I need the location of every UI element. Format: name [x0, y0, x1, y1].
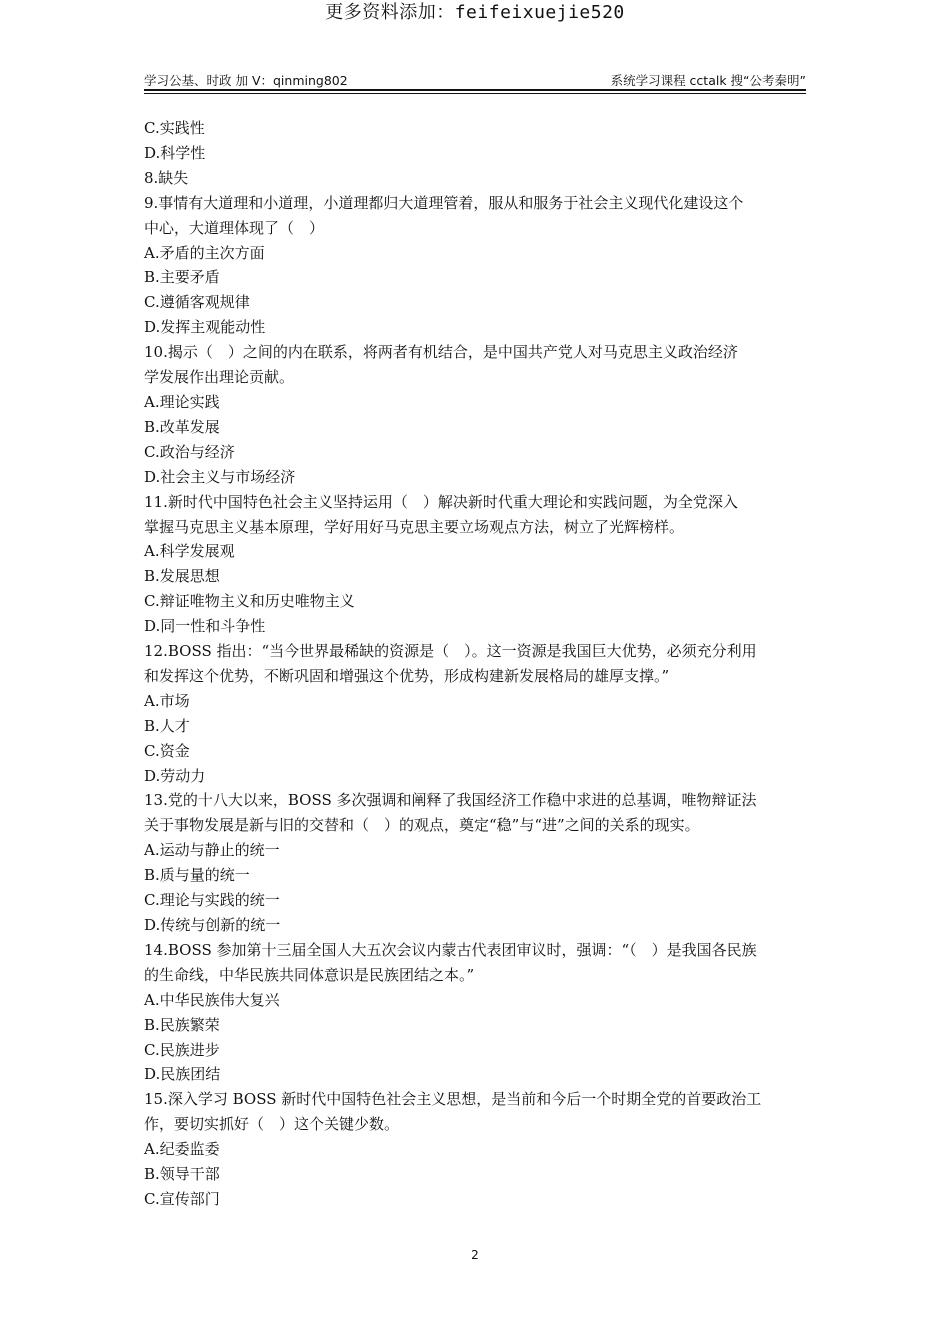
- text-line: 14.BOSS 参加第十三届全国人大五次会议内蒙古代表团审议时，强调：“（ ）是我国各民族: [144, 940, 757, 959]
- text-line: D.科学性: [144, 143, 206, 162]
- text-line: A.科学发展观: [144, 542, 235, 561]
- text-line: A.纪委监委: [144, 1140, 220, 1159]
- text-line: 9.事情有大道理和小道理，小道理都归大道理管着，服从和服务于社会主义现代化建设这个: [144, 193, 744, 212]
- text-line: 12.BOSS 指出：“当今世界最稀缺的资源是（ ）。这一资源是我国巨大优势，必须充分利用: [144, 642, 757, 661]
- header-left-text: 学习公基、时政 加 V：qinming802: [144, 73, 348, 88]
- text-line: 8.缺失: [144, 168, 189, 187]
- text-line: A.运动与静止的统一: [144, 841, 280, 860]
- text-line: B.领导干部: [144, 1165, 220, 1184]
- text-line: C.资金: [144, 741, 190, 760]
- text-line: 中心，大道理体现了（ ）: [144, 218, 325, 237]
- text-line: 15.深入学习 BOSS 新时代中国特色社会主义思想，是当前和今后一个时期全党的首要政治工: [144, 1090, 762, 1109]
- text-line: C.辩证唯物主义和历史唯物主义: [144, 592, 355, 611]
- header-rule-thin: [144, 93, 806, 94]
- text-line: C.理论与实践的统一: [144, 891, 280, 910]
- text-line: 11.新时代中国特色社会主义坚持运用（ ）解决新时代重大理论和实践问题，为全党深入: [144, 492, 738, 511]
- text-line: D.发挥主观能动性: [144, 318, 266, 337]
- text-line: B.质与量的统一: [144, 866, 250, 885]
- text-line: D.民族团结: [144, 1065, 221, 1084]
- text-line: 作，要切实抓好（ ）这个关键少数。: [144, 1115, 400, 1134]
- text-line: B.主要矛盾: [144, 268, 220, 287]
- text-line: D.同一性和斗争性: [144, 617, 266, 636]
- text-line: 掌握马克思主义基本原理，学好用好马克思主要立场观点方法，树立了光辉榜样。: [144, 517, 685, 536]
- text-line: C.民族进步: [144, 1040, 220, 1059]
- watermark-text: 更多资料添加：feifeixuejie520: [325, 2, 625, 23]
- text-line: B.民族繁荣: [144, 1015, 220, 1034]
- text-line: D.传统与创新的统一: [144, 916, 281, 934]
- text-line: D.社会主义与市场经济: [144, 467, 296, 486]
- text-line: 关于事物发展是新与旧的交替和（ ）的观点，奠定“稳”与“进”之间的关系的现实。: [144, 816, 700, 835]
- text-line: 和发挥这个优势，不断巩固和增强这个优势，形成构建新发展格局的雄厚支撑。”: [144, 666, 670, 685]
- text-line: C.宣传部门: [144, 1189, 220, 1208]
- text-line: A.理论实践: [144, 392, 220, 411]
- text-line: 的生命线，中华民族共同体意识是民族团结之本。”: [144, 965, 475, 984]
- text-line: C.实践性: [144, 119, 205, 137]
- header-right-text: 系统学习课程 cctalk 搜“公考秦明”: [610, 73, 806, 88]
- page-number: 2: [471, 1248, 479, 1262]
- text-line: B.发展思想: [144, 567, 220, 586]
- text-line: 10.揭示（ ）之间的内在联系，将两者有机结合，是中国共产党人对马克思主义政治经济: [144, 343, 738, 362]
- text-line: A.市场: [144, 691, 190, 710]
- header-rule-thick: [144, 89, 806, 91]
- page-header: [144, 71, 806, 87]
- text-line: B.改革发展: [144, 417, 220, 436]
- text-line: C.政治与经济: [144, 442, 235, 461]
- text-line: A.中华民族伟大复兴: [144, 990, 280, 1009]
- question-content: [144, 116, 806, 1212]
- text-line: 学发展作出理论贡献。: [144, 368, 295, 387]
- text-line: 13.党的十八大以来，BOSS 多次强调和阐释了我国经济工作稳中求进的总基调，唯物辩证法: [144, 791, 757, 810]
- text-line: C.遵循客观规律: [144, 293, 250, 312]
- text-line: D.劳动力: [144, 766, 206, 785]
- text-line: B.人才: [144, 716, 190, 735]
- text-line: A.矛盾的主次方面: [144, 243, 265, 262]
